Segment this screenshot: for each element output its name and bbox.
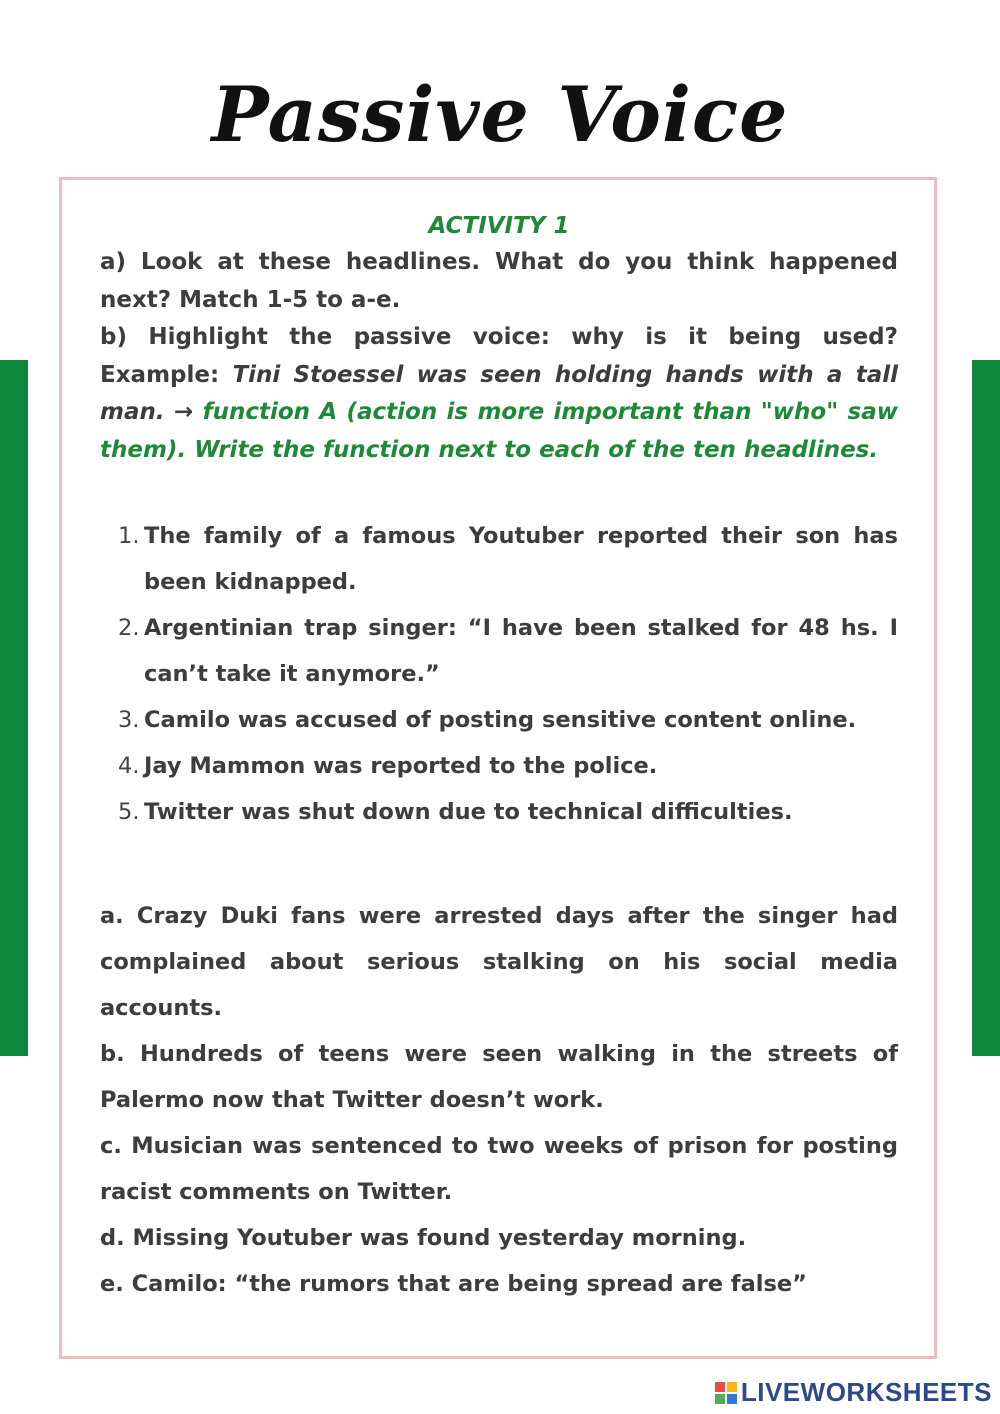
item-number: 4. (118, 753, 140, 779)
page-title: Passive Voice (211, 70, 789, 159)
outcome-item: e. Camilo: “the rumors that are being spread are false” (100, 1271, 807, 1297)
list-item (100, 605, 898, 697)
list-item (100, 743, 898, 789)
outcome-item: c. Musician was sentenced to two weeks of prison for posting racist comments on Twitter. (100, 1133, 898, 1205)
liveworksheets-logo-icon (715, 1382, 737, 1404)
outcome-item: a. Crazy Duki fans were arrested days after the singer had complained about serious stalking on his social media accounts. (100, 903, 898, 1021)
item-number: 3. (118, 707, 140, 733)
worksheet-content (100, 208, 898, 1307)
right-green-bar (972, 360, 1000, 1056)
example-function: function A (action is more important than "who" saw them). Write the function next to each of the ten headlines. (100, 399, 898, 463)
headline-text: Argentinian trap singer: “I have been stalked for 48 hs. I can’t take it anymore.” (144, 615, 898, 687)
brand-name: LIVEWORKSHEETS (740, 1377, 992, 1407)
list-item (100, 789, 898, 835)
instruction-b (100, 319, 898, 469)
headline-text: The family of a famous Youtuber reported their son has been kidnapped. (144, 523, 898, 595)
headline-text: Twitter was shut down due to technical difficulties. (144, 799, 793, 825)
instruction-b-lead: b) Highlight the passive voice: why is it being used? Example: (100, 324, 898, 388)
outcome-list (100, 893, 898, 1307)
item-number: 2. (118, 615, 140, 641)
outcome-item: d. Missing Youtuber was found yesterday morning. (100, 1225, 747, 1251)
item-number: 1. (118, 523, 140, 549)
example-sentence: Tini Stoessel was seen holding hands with a tall man. → (100, 361, 898, 425)
list-item (100, 697, 898, 743)
outcome-item: b. Hundreds of teens were seen walking in the streets of Palermo now that Twitter doesn’t work. (100, 1041, 898, 1113)
list-item (100, 513, 898, 605)
instruction-a: a) Look at these headlines. What do you think happened next? Match 1-5 to a-e. (100, 249, 898, 313)
liveworksheets-brand[interactable] (715, 1377, 992, 1408)
item-number: 5. (118, 799, 140, 825)
left-green-bar (0, 360, 28, 1056)
headline-list (100, 513, 898, 835)
activity-heading: ACTIVITY 1 (428, 213, 570, 239)
headline-text: Camilo was accused of posting sensitive content online. (144, 707, 857, 733)
headline-text: Jay Mammon was reported to the police. (144, 753, 658, 779)
